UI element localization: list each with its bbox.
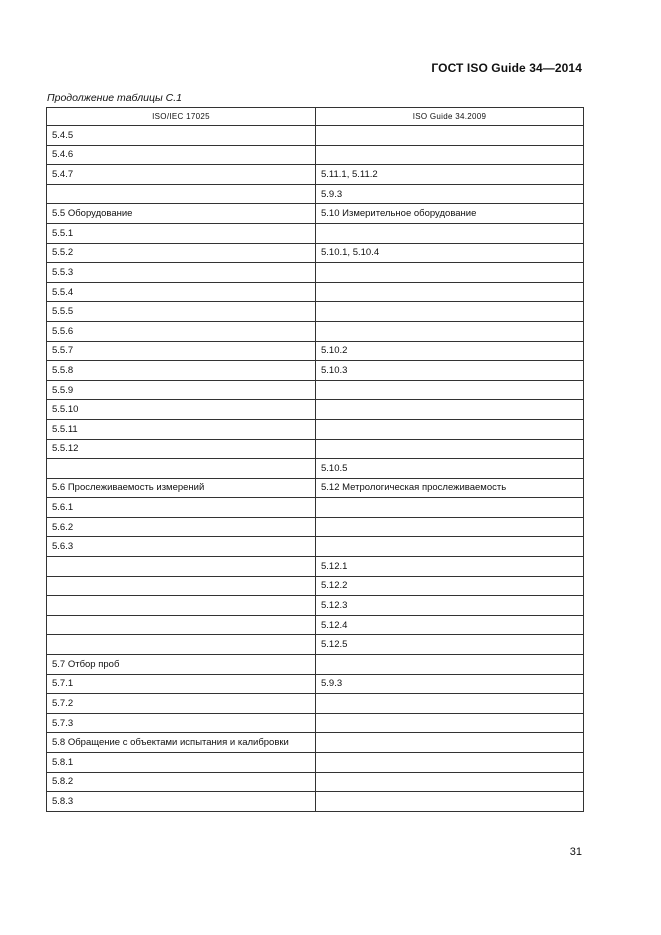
table-row — [47, 419, 584, 439]
cell-iso-guide-34 — [316, 713, 584, 733]
cell-iso-iec-17025: 5.5.9 — [47, 380, 316, 400]
cell-iso-iec-17025 — [47, 635, 316, 655]
cell-iso-guide-34 — [316, 517, 584, 537]
cell-iso-guide-34 — [316, 694, 584, 714]
table-row — [47, 263, 584, 283]
table-row — [47, 282, 584, 302]
cell-iso-iec-17025 — [47, 557, 316, 577]
cell-iso-iec-17025: 5.6.2 — [47, 517, 316, 537]
cell-iso-guide-34 — [316, 400, 584, 420]
table-row — [47, 713, 584, 733]
document-code-header: ГОСТ ISO Guide 34—2014 — [431, 61, 582, 75]
cell-iso-guide-34: 5.10.1, 5.10.4 — [316, 243, 584, 263]
table-row — [47, 204, 584, 224]
cell-iso-guide-34 — [316, 498, 584, 518]
cell-iso-guide-34 — [316, 321, 584, 341]
table-row — [47, 498, 584, 518]
cell-iso-iec-17025: 5.5.12 — [47, 439, 316, 459]
cell-iso-iec-17025: 5.8 Обращение с объектами испытания и калибровки — [47, 733, 316, 753]
cell-iso-iec-17025: 5.5.10 — [47, 400, 316, 420]
cell-iso-iec-17025: 5.4.6 — [47, 145, 316, 165]
table-row — [47, 478, 584, 498]
cell-iso-iec-17025: 5.7.2 — [47, 694, 316, 714]
cell-iso-iec-17025: 5.8.2 — [47, 772, 316, 792]
table-row — [47, 243, 584, 263]
cell-iso-guide-34: 5.9.3 — [316, 674, 584, 694]
cell-iso-iec-17025: 5.5 Оборудование — [47, 204, 316, 224]
cell-iso-guide-34: 5.12 Метрологическая прослеживаемость — [316, 478, 584, 498]
cell-iso-guide-34: 5.12.1 — [316, 557, 584, 577]
table-header-row — [47, 108, 584, 126]
cell-iso-guide-34 — [316, 380, 584, 400]
cell-iso-iec-17025: 5.4.7 — [47, 165, 316, 185]
table-row — [47, 733, 584, 753]
table-row — [47, 459, 584, 479]
cell-iso-iec-17025: 5.8.1 — [47, 753, 316, 773]
table-row — [47, 674, 584, 694]
table-row — [47, 694, 584, 714]
cell-iso-guide-34: 5.12.2 — [316, 576, 584, 596]
table-row — [47, 792, 584, 812]
cell-iso-guide-34: 5.10.3 — [316, 361, 584, 381]
cell-iso-guide-34 — [316, 282, 584, 302]
cell-iso-iec-17025: 5.7.3 — [47, 713, 316, 733]
table-row — [47, 655, 584, 675]
table-row — [47, 126, 584, 146]
cell-iso-guide-34: 5.12.3 — [316, 596, 584, 616]
cell-iso-guide-34: 5.10 Измерительное оборудование — [316, 204, 584, 224]
table-row — [47, 341, 584, 361]
cell-iso-guide-34 — [316, 537, 584, 557]
table-body — [47, 126, 584, 812]
cell-iso-iec-17025 — [47, 615, 316, 635]
table-row — [47, 400, 584, 420]
cell-iso-iec-17025: 5.5.6 — [47, 321, 316, 341]
cell-iso-guide-34: 5.12.5 — [316, 635, 584, 655]
cell-iso-guide-34 — [316, 302, 584, 322]
table-row — [47, 635, 584, 655]
table-row — [47, 596, 584, 616]
cell-iso-iec-17025: 5.6 Прослеживаемость измерений — [47, 478, 316, 498]
table-caption: Продолжение таблицы С.1 — [47, 92, 182, 104]
table-row — [47, 302, 584, 322]
cell-iso-guide-34 — [316, 223, 584, 243]
cell-iso-guide-34: 5.10.5 — [316, 459, 584, 479]
cell-iso-iec-17025: 5.5.1 — [47, 223, 316, 243]
cell-iso-iec-17025 — [47, 576, 316, 596]
cell-iso-iec-17025: 5.6.1 — [47, 498, 316, 518]
cell-iso-iec-17025: 5.5.2 — [47, 243, 316, 263]
table-row — [47, 557, 584, 577]
cell-iso-guide-34 — [316, 126, 584, 146]
cell-iso-guide-34 — [316, 655, 584, 675]
table-row — [47, 753, 584, 773]
cell-iso-guide-34 — [316, 439, 584, 459]
cell-iso-iec-17025: 5.7 Отбор проб — [47, 655, 316, 675]
table-row — [47, 145, 584, 165]
cell-iso-iec-17025: 5.8.3 — [47, 792, 316, 812]
cell-iso-guide-34 — [316, 733, 584, 753]
cell-iso-guide-34 — [316, 792, 584, 812]
column-header-iso-guide-34: ISO Guide 34.2009 — [316, 108, 584, 126]
page-number: 31 — [569, 846, 582, 858]
cell-iso-guide-34: 5.10.2 — [316, 341, 584, 361]
cell-iso-iec-17025: 5.5.8 — [47, 361, 316, 381]
cell-iso-iec-17025: 5.5.3 — [47, 263, 316, 283]
column-header-iso-iec-17025: ISO/IEC 17025 — [47, 108, 316, 126]
cell-iso-guide-34 — [316, 772, 584, 792]
table-row — [47, 165, 584, 185]
cell-iso-iec-17025: 5.6.3 — [47, 537, 316, 557]
cell-iso-guide-34: 5.9.3 — [316, 184, 584, 204]
table-row — [47, 361, 584, 381]
correspondence-table — [46, 107, 584, 812]
cell-iso-guide-34: 5.11.1, 5.11.2 — [316, 165, 584, 185]
table-row — [47, 184, 584, 204]
cell-iso-iec-17025 — [47, 184, 316, 204]
cell-iso-guide-34 — [316, 419, 584, 439]
table-row — [47, 439, 584, 459]
table-row — [47, 517, 584, 537]
cell-iso-iec-17025: 5.5.7 — [47, 341, 316, 361]
cell-iso-guide-34 — [316, 145, 584, 165]
cell-iso-iec-17025: 5.5.4 — [47, 282, 316, 302]
cell-iso-guide-34 — [316, 263, 584, 283]
table-row — [47, 321, 584, 341]
table-row — [47, 380, 584, 400]
cell-iso-iec-17025: 5.5.5 — [47, 302, 316, 322]
table-row — [47, 772, 584, 792]
cell-iso-iec-17025: 5.7.1 — [47, 674, 316, 694]
cell-iso-guide-34 — [316, 753, 584, 773]
cell-iso-iec-17025 — [47, 596, 316, 616]
cell-iso-iec-17025 — [47, 459, 316, 479]
table-row — [47, 576, 584, 596]
table-row — [47, 537, 584, 557]
cell-iso-guide-34: 5.12.4 — [316, 615, 584, 635]
table-row — [47, 615, 584, 635]
cell-iso-iec-17025: 5.5.11 — [47, 419, 316, 439]
table-row — [47, 223, 584, 243]
cell-iso-iec-17025: 5.4.5 — [47, 126, 316, 146]
